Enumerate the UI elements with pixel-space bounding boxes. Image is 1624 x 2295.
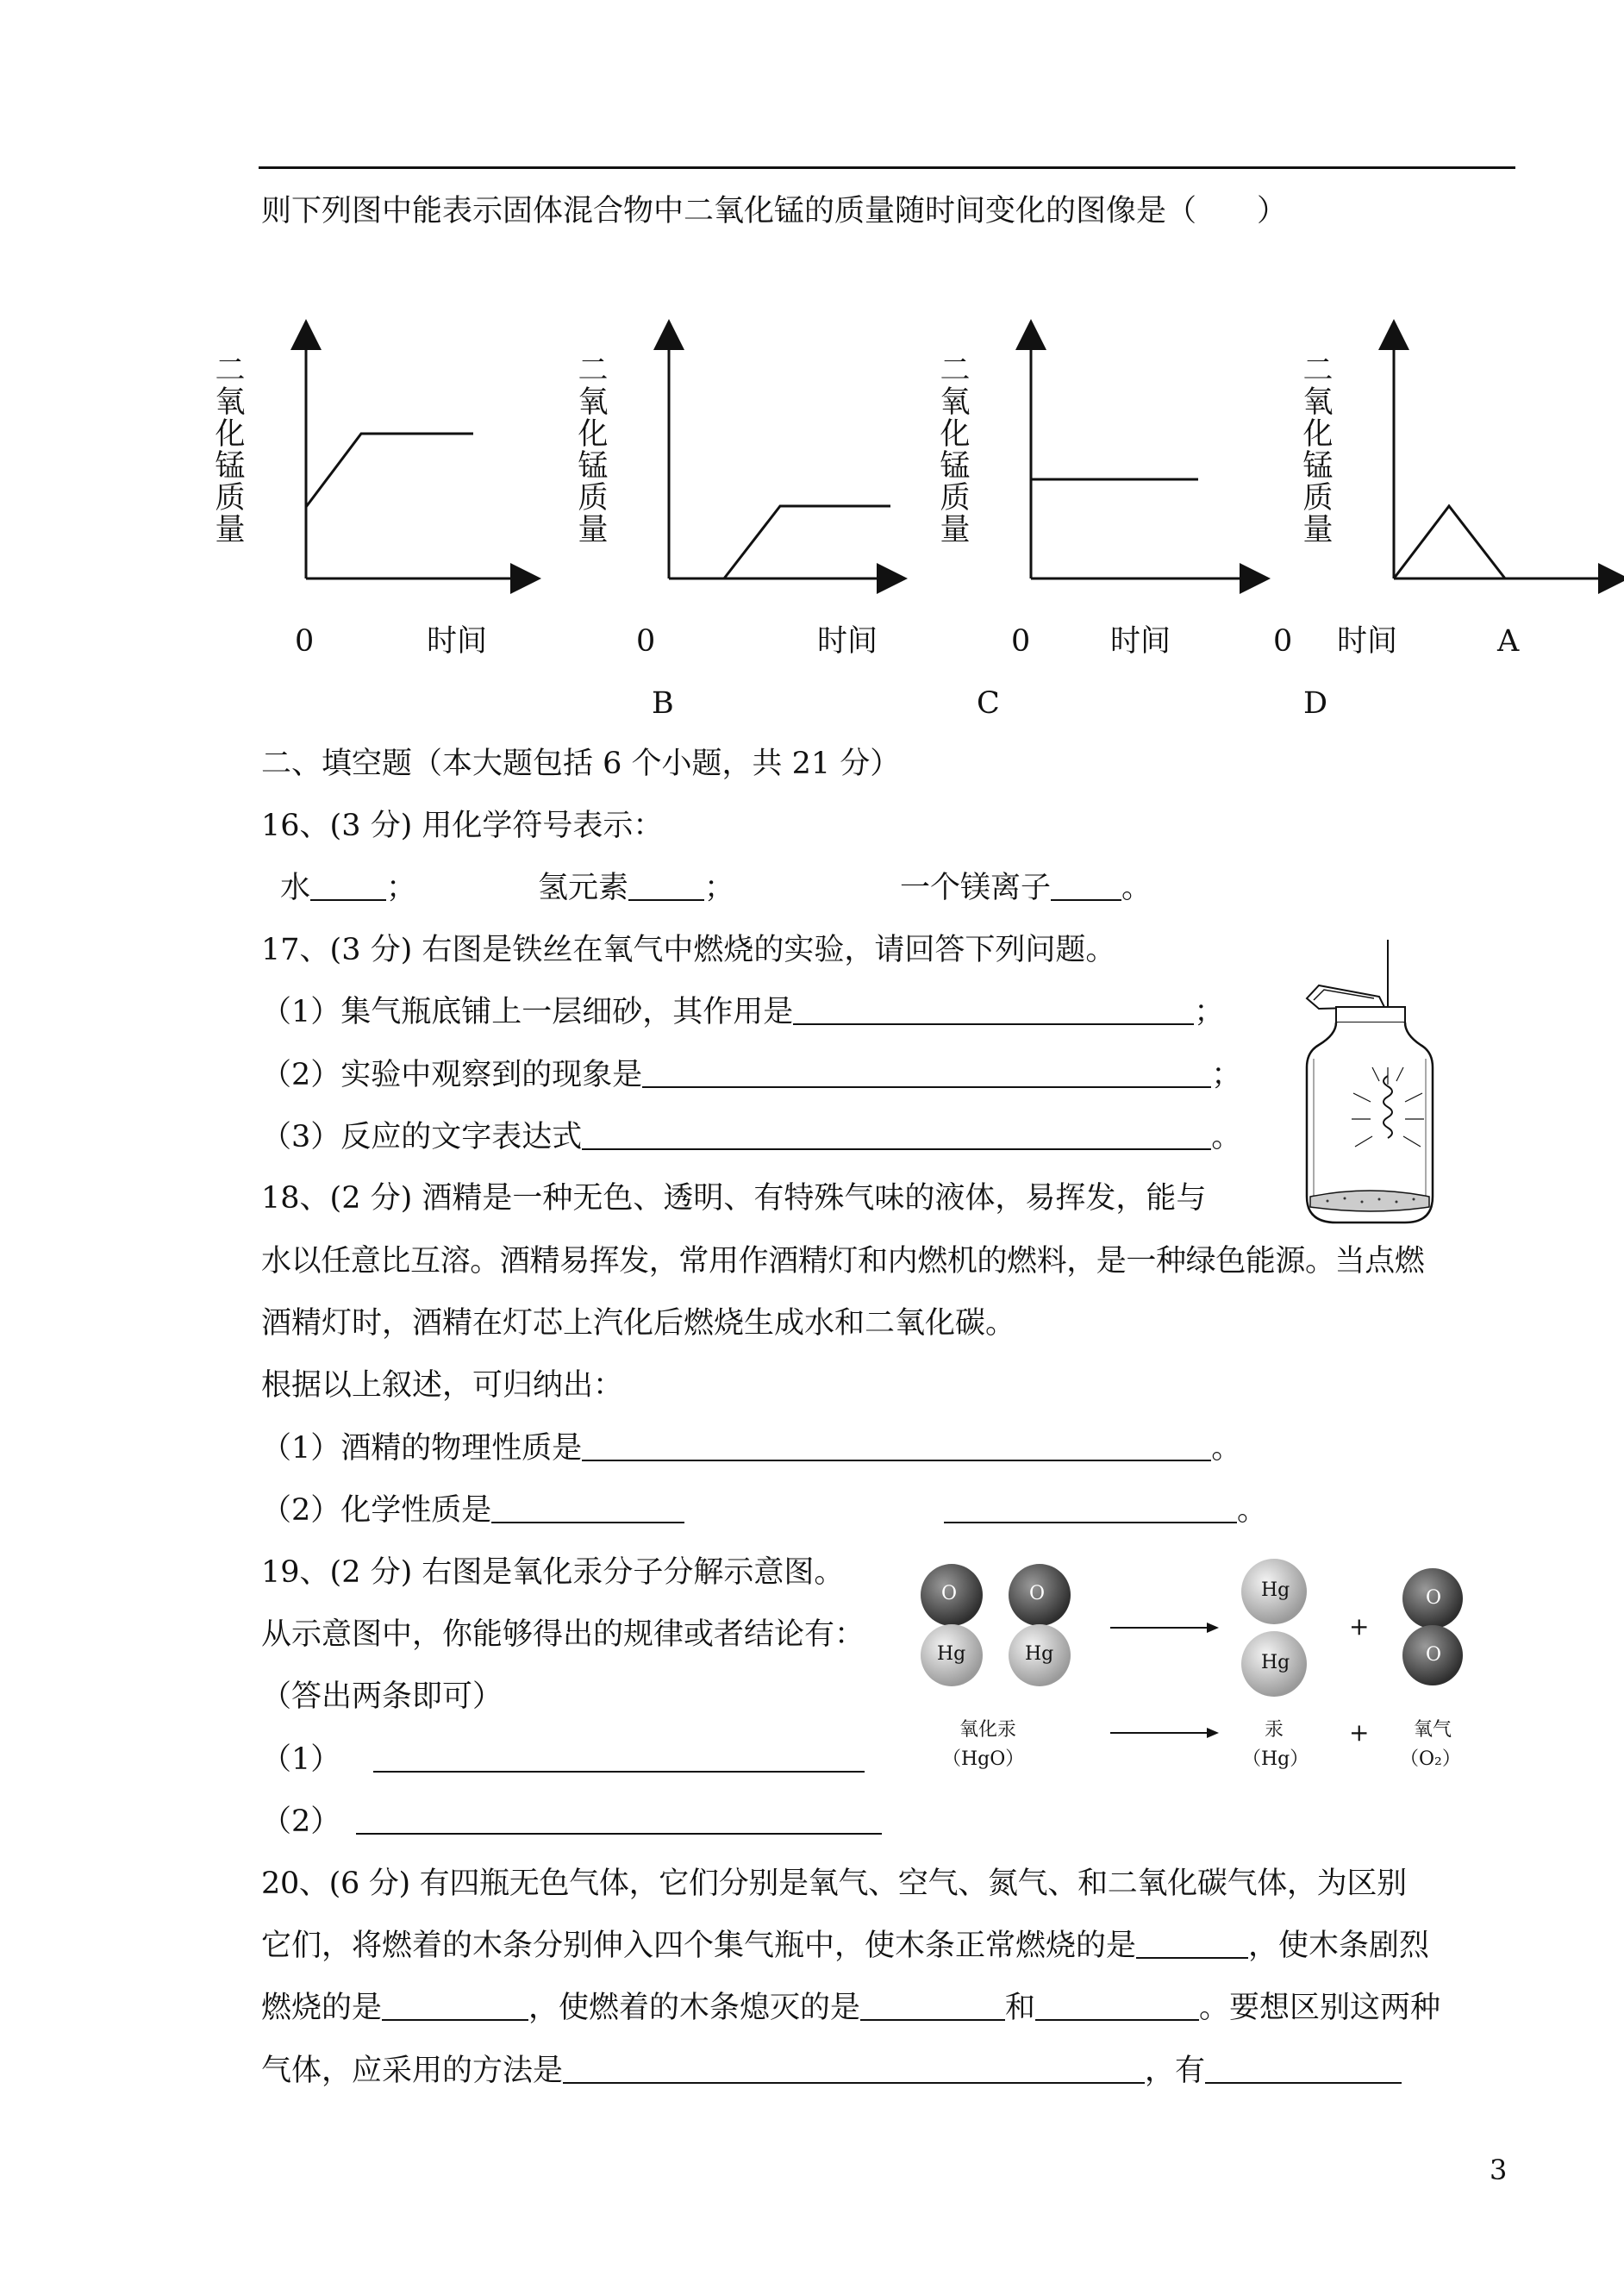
q16-mg-blank[interactable] [1051,873,1121,901]
q20-line3 [261,1993,1440,2023]
option-label-d: D [1303,686,1328,721]
q17-part2-label: （2）实验中观察到的现象是 [261,1058,643,1092]
q18-line3: 酒精灯时，酒精在灯芯上汽化后燃烧生成水和二氧化碳。 [261,1306,1016,1341]
q18-part2-blank-a[interactable] [491,1496,684,1523]
q17-part3-end: 。 [1211,1120,1242,1154]
q16-mg-label: 一个镁离子 [900,871,1052,905]
atom-label-hg: Hg [1261,1652,1290,1673]
q17-part2-semi: ； [1211,1058,1242,1092]
atom-label-o: O [1029,1583,1046,1604]
graph-b [669,335,892,578]
q17-part2-blank[interactable] [642,1060,1211,1088]
q18-part1-label: （1）酒精的物理性质是 [261,1431,583,1466]
hg-formula: （Hg） [1242,1748,1309,1770]
o2-name: 氧气 [1414,1719,1452,1741]
q19-part2-blank[interactable] [356,1807,882,1835]
option-label-a: A [1497,624,1520,659]
atom-label-hg: Hg [1261,1579,1290,1601]
q18-part2-label: （2）化学性质是 [261,1493,492,1528]
graph-b-ylabel: 二 氧 化 锰 质 量 [578,353,609,547]
q16-sep2: ； [704,871,735,905]
hgo-formula: （HgO） [942,1748,1025,1770]
q17-part2 [261,1060,1241,1091]
q20-line2 [261,1931,1429,1961]
q19-part1-label: （1） [261,1742,341,1777]
atom-label-hg: Hg [1025,1643,1054,1665]
q16-hydrogen-blank[interactable] [628,873,704,901]
q17-part3-label: （3）反应的文字表达式 [261,1120,583,1154]
q20-line3b: ，使燃着的木条熄灭的是 [528,1991,861,2025]
hgo-name: 氧化汞 [959,1719,1017,1741]
q20-line2b: ，使木条剧烈 [1248,1929,1430,1963]
q19-part2 [261,1804,882,1839]
q20-blank-method[interactable] [563,2056,1145,2084]
atom-label-o: O [1426,1587,1442,1609]
q19-line1: 19、(2 分) 右图是氧化汞分子分解示意图。 [261,1555,845,1590]
q16-hydrogen-label: 氢元素 [538,871,629,905]
graph-c-xlabel: 时间 [1110,624,1171,659]
graph-d [1394,335,1614,578]
q17-part1-blank[interactable] [793,997,1194,1025]
q18-part1 [261,1431,1242,1466]
q16-end: 。 [1121,871,1152,905]
graph-b-xlabel: 时间 [817,624,878,659]
q19-line2: 从示意图中，你能够得出的规律或者结论有： [261,1617,865,1652]
q19-part1-blank[interactable] [373,1745,865,1773]
q17-part1-semi: ； [1194,995,1225,1029]
q20-blank-result[interactable] [1205,2056,1402,2084]
page-number: 3 [1490,2154,1508,2186]
graph-b-origin: 0 [636,624,656,659]
q18-part2-blank-b[interactable] [944,1496,1237,1523]
graph-a-xlabel: 时间 [427,624,488,659]
section2-title: 二、填空题（本大题包括 6 个小题，共 21 分） [261,747,901,781]
q20-blank-violent[interactable] [382,1993,528,2021]
q16-water [280,873,416,904]
q18-part1-end: 。 [1211,1431,1242,1466]
plus-sign: + [1349,1718,1370,1747]
graph-d-xlabel: 时间 [1337,624,1398,659]
graph-c-origin: 0 [1011,624,1031,659]
q18-line1: 18、(2 分) 酒精是一种无色、透明、有特殊气味的液体，易挥发，能与 [261,1181,1207,1216]
q18-part2b [944,1493,1268,1528]
q17-part1-label: （1）集气瓶底铺上一层细砂，其作用是 [261,995,794,1029]
graph-d-origin: 0 [1273,624,1293,659]
q16-hydrogen [538,873,734,904]
header-question: 则下列图中能表示固体混合物中二氧化锰的质量随时间变化的图像是（ ） [261,194,1288,228]
q20-line4a: 气体，应采用的方法是 [261,2054,564,2088]
q16-stem: 16、(3 分) 用化学符号表示： [261,809,664,843]
q16-water-label: 水 [280,871,311,905]
graph-a-curve [306,434,473,507]
q20-line4 [261,2056,1402,2086]
graph-c-ylabel: 二 氧 化 锰 质 量 [940,353,971,547]
q20-line3d: 。要想区别这两种 [1199,1991,1441,2025]
header-rule [259,166,1515,169]
q17-part3-blank[interactable] [582,1122,1211,1150]
atom-label-o: O [1426,1644,1442,1666]
o2-formula: （O₂） [1400,1748,1461,1770]
q20-line1: 20、(6 分) 有四瓶无色气体，它们分别是氧气、空气、氮气、和二氧化碳气体，为区别 [261,1867,1407,1901]
q20-line4b: ，有 [1145,2054,1206,2088]
q20-blank-extinguish-a[interactable] [860,1993,1005,2021]
q18-part2 [261,1493,684,1528]
graph-d-curve [1394,506,1505,578]
q17-stem: 17、(3 分) 右图是铁丝在氧气中燃烧的实验，请回答下列问题。 [261,933,1116,967]
plus-sign: + [1349,1612,1370,1641]
q18-line2: 水以任意比互溶。酒精易挥发，常用作酒精灯和内燃机的燃料，是一种绿色能源。当点燃 [261,1244,1425,1279]
graph-b-curve [724,506,890,578]
q17-part3 [261,1122,1241,1153]
graph-c [1031,335,1255,578]
iron-wire-jar-illustration [1302,938,1440,1226]
q16-sep1: ； [386,871,417,905]
q16-water-blank[interactable] [310,873,386,901]
atom-label-hg: Hg [937,1643,966,1665]
q19-part2-label: （2） [261,1804,341,1839]
q20-blank-extinguish-b[interactable] [1035,1993,1199,2021]
q19-line3: （答出两条即可） [261,1679,503,1714]
option-label-c: C [977,686,1000,721]
atom-label-o: O [941,1583,958,1604]
q18-line4: 根据以上叙述，可归纳出： [261,1368,624,1403]
graph-a-ylabel: 二 氧 化 锰 质 量 [215,353,246,547]
graph-d-ylabel: 二 氧 化 锰 质 量 [1302,353,1334,547]
q19-part1 [261,1742,865,1777]
option-label-b: B [652,686,674,721]
q18-part1-blank[interactable] [582,1434,1211,1461]
q16-mg-ion [900,873,1152,904]
q18-part2-end: 。 [1237,1493,1268,1528]
q20-line3a: 燃烧的是 [261,1991,383,2025]
q17-part1 [261,997,1224,1028]
hg-name: 汞 [1265,1719,1284,1741]
q20-line3c: 和 [1005,1991,1036,2025]
q20-blank-normal[interactable] [1136,1931,1248,1959]
q20-line2a: 它们，将燃着的木条分别伸入四个集气瓶中，使木条正常燃烧的是 [261,1929,1137,1963]
graph-a-origin: 0 [295,624,315,659]
graph-a [306,335,526,578]
